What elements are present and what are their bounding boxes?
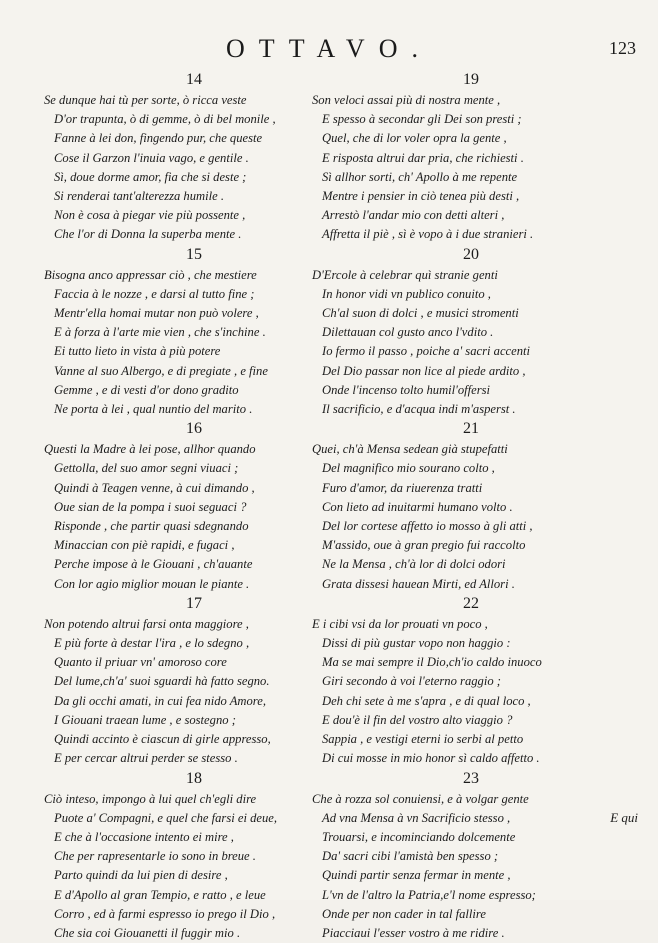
stanza [44, 594, 344, 769]
verse-line: I Giouani traean lume , e sostegno ; [44, 711, 344, 730]
stanza-number: 17 [44, 594, 344, 614]
verse-line: Che à rozza sol conuiensi, e à volgar gente [312, 790, 630, 809]
verse-line: D'or trapunta, ò di gemme, ò di bel monile , [44, 110, 344, 129]
verse-line: E à forza à l'arte mie vien , che s'inchine . [44, 323, 344, 342]
verse-line: Ei tutto lieto in vista à più potere [44, 342, 344, 361]
verse-line: E d'Apollo al gran Tempio, e ratto , e leue [44, 886, 344, 905]
stanza-number: 22 [312, 594, 630, 614]
verse-line: Giri secondo à voi l'eterno raggio ; [312, 672, 630, 691]
verse-line: E risposta altrui dar pria, che richiesti . [312, 149, 630, 168]
verse-line: Oue sian de la pompa i suoi seguaci ? [44, 498, 344, 517]
verse-line: E dou'è il fin del vostro alto viaggio ? [312, 711, 630, 730]
verse-line: Mentre i pensier in ciò tenea più desti , [312, 187, 630, 206]
stanza-number: 19 [312, 70, 630, 90]
verse-line: In honor vidi vn publico conuito , [312, 285, 630, 304]
right-column [312, 70, 630, 943]
verse-line: Piacciaui l'esser vostro à me ridire . [312, 924, 630, 943]
verse-line: Sì allhor sorti, ch' Apollo à me repente [312, 168, 630, 187]
verse-line: Quindi accinto è ciascun di girle appresso, [44, 730, 344, 749]
stanza [44, 70, 344, 245]
verse-line: Sì, doue dorme amor, fia che si deste ; [44, 168, 344, 187]
verse-line: Onde per non cader in tal fallire [312, 905, 630, 924]
verse-line: Non potendo altrui farsi onta maggiore , [44, 615, 344, 634]
stanza-number: 20 [312, 245, 630, 265]
page-header [0, 30, 658, 70]
stanza [44, 769, 344, 943]
verse-line: Quel, che di lor voler opra la gente , [312, 129, 630, 148]
verse-line: Grata dissesi hauean Mirti, ed Allori . [312, 575, 630, 594]
verse-line: Perche impose à le Giouani , ch'auante [44, 555, 344, 574]
verse-line: E più forte à destar l'ira , e lo sdegno , [44, 634, 344, 653]
stanza [44, 419, 344, 594]
verse-line: Cose il Garzon l'inuia vago, e gentile . [44, 149, 344, 168]
verse-line: Corro , ed à farmi espresso io prego il Dio , [44, 905, 344, 924]
verse-line: Parto quindi da lui pien di desire , [44, 866, 344, 885]
stanza-number: 23 [312, 769, 630, 789]
verse-line: Ne porta à lei , qual nuntio del marito . [44, 400, 344, 419]
verse-line: E per cercar altrui perder se stesso . [44, 749, 344, 768]
verse-line: Se dunque hai tù per sorte, ò ricca veste [44, 91, 344, 110]
verse-line: Fanne à lei don, fingendo pur, che queste [44, 129, 344, 148]
verse-line: Del lume,ch'a' suoi sguardi hà fatto segno. [44, 672, 344, 691]
left-column [44, 70, 344, 943]
verse-line: Onde l'incenso tolto humil'offersi [312, 381, 630, 400]
verse-line: Trouarsi, e incominciando dolcemente [312, 828, 630, 847]
verse-line: Del lor cortese affetto io mosso à gli atti , [312, 517, 630, 536]
verse-line: L'vn de l'altro la Patria,e'l nome espresso; [312, 886, 630, 905]
stanza-number: 15 [44, 245, 344, 265]
verse-line: Puote a' Compagni, e quel che farsi ei deue, [44, 809, 344, 828]
verse-line: Quindi à Teagen venne, à cui dimando , [44, 479, 344, 498]
verse-line: E che à l'occasione intento ei mire , [44, 828, 344, 847]
stanza [312, 769, 630, 943]
verse-line: Ne la Mensa , ch'à lor di dolci odori [312, 555, 630, 574]
verse-line: Dissi di più gustar vopo non haggio : [312, 634, 630, 653]
verse-line: Ciò inteso, impongo à lui quel ch'egli dire [44, 790, 344, 809]
verse-line: Vanne al suo Albergo, e di pregiate , e fine [44, 362, 344, 381]
stanza-number: 21 [312, 419, 630, 439]
verse-line: Gemme , e di vesti d'or dono gradito [44, 381, 344, 400]
verse-line: Faccia à le nozze , e darsi al tutto fine ; [44, 285, 344, 304]
verse-line: Di cui mosse in mio honor sì caldo affetto . [312, 749, 630, 768]
running-title: OTTAVO. [0, 34, 658, 64]
page-number: 123 [609, 38, 636, 59]
verse-line: Si renderai tant'alterezza humile . [44, 187, 344, 206]
stanza-number: 14 [44, 70, 344, 90]
verse-line: Dilettauan col gusto anco l'vdito . [312, 323, 630, 342]
verse-line: Risponde , che partir quasi sdegnando [44, 517, 344, 536]
verse-line: Quei, ch'à Mensa sedean già stupefatti [312, 440, 630, 459]
verse-line: Io fermo il passo , poiche a' sacri accenti [312, 342, 630, 361]
verse-line: Da gli occhi amati, in cui fea nido Amore, [44, 692, 344, 711]
catchword: E qui [610, 810, 638, 826]
verse-line: Non è cosa à piegar vie più possente , [44, 206, 344, 225]
stanza-number: 16 [44, 419, 344, 439]
verse-line: M'assido, oue à gran pregio fui raccolto [312, 536, 630, 555]
verse-line: Quindi partir senza fermar in mente , [312, 866, 630, 885]
verse-line: Gettolla, del suo amor segni viuaci ; [44, 459, 344, 478]
verse-line: Son veloci assai più di nostra mente , [312, 91, 630, 110]
verse-line: Che l'or di Donna la superba mente . [44, 225, 344, 244]
stanza [312, 245, 630, 420]
verse-line: Ma se mai sempre il Dio,ch'io caldo inuoco [312, 653, 630, 672]
verse-line: E spesso à secondar gli Dei son presti ; [312, 110, 630, 129]
verse-line: Del magnifico mio sourano colto , [312, 459, 630, 478]
verse-line: Affretta il piè , sì è vopo à i due stranieri . [312, 225, 630, 244]
verse-line: Con lieto ad inuitarmi humano volto . [312, 498, 630, 517]
stanza-number: 18 [44, 769, 344, 789]
verse-line: Da' sacri cibi l'amistà ben spesso ; [312, 847, 630, 866]
verse-line: Che per rapresentarle io sono in breue . [44, 847, 344, 866]
verse-line: Che sia coi Giouanetti il fuggir mio . [44, 924, 344, 943]
verse-line: Furo d'amor, da riuerenza tratti [312, 479, 630, 498]
verse-line: Minaccian con piè rapidi, e fugaci , [44, 536, 344, 555]
verse-line: Mentr'ella homai mutar non può volere , [44, 304, 344, 323]
verse-line: Arrestò l'andar mio con detti alteri , [312, 206, 630, 225]
verse-line: Sappia , e vestigi eterni io serbi al petto [312, 730, 630, 749]
verse-line: Del Dio passar non lice al piede ardito , [312, 362, 630, 381]
stanza [312, 70, 630, 245]
stanza [312, 419, 630, 594]
verse-line: Ad vna Mensa à vn Sacrificio stesso , [312, 809, 630, 828]
verse-line: Questi la Madre à lei pose, allhor quando [44, 440, 344, 459]
stanza [44, 245, 344, 420]
verse-line: Ch'al suon di dolci , e musici stromenti [312, 304, 630, 323]
stanza [312, 594, 630, 769]
verse-line: Deh chi sete à me s'apra , e di qual loco , [312, 692, 630, 711]
verse-line: Il sacrificio, e d'acqua indi m'asperst . [312, 400, 630, 419]
verse-line: E i cibi vsi da lor prouati vn poco , [312, 615, 630, 634]
verse-line: D'Ercole à celebrar quì stranie genti [312, 266, 630, 285]
verse-line: Bisogna anco appressar ciò , che mestiere [44, 266, 344, 285]
verse-line: Con lor agio miglior mouan le piante . [44, 575, 344, 594]
verse-line: Quanto il priuar vn' amoroso core [44, 653, 344, 672]
